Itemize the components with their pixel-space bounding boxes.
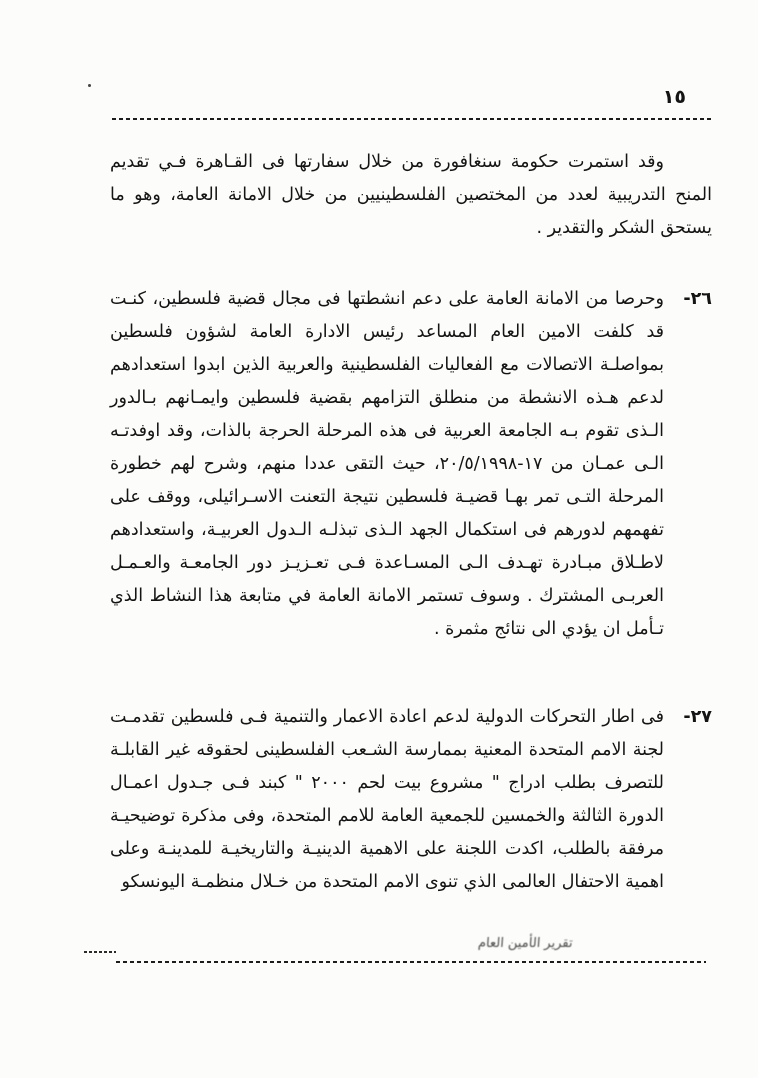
numbered-paragraph-26 xyxy=(110,283,712,646)
paragraph-27-marker: ٢٧- xyxy=(683,707,712,727)
bottom-divider xyxy=(116,961,706,963)
intro-paragraph: وقد استمرت حكومة سنغافورة من خلال سفارتها فى القـاهرة فـي تقديم المنح التدريبية لعدد من المختصين الفلسطينيين من خلال الامانة العامة، وهو ما يستحق الشكر والتقدير . xyxy=(110,152,712,238)
footer-stamp-text: تقرير الأمين العام xyxy=(477,936,574,951)
paragraph-26-text: وحرصا من الامانة العامة على دعم انشطتها فى مجال قضية فلسطين، كنـت قد كلفت الامين العام المساعد رئيس الادارة العامة لشؤون فلسطين بمواصلـة الاتصالات مع الفعاليات الفلسطينية والعربية الذين ابدوا استعدادهم لدعم هـذه الانشطة من منطلق التزامهم بقضية فلسطين وايمـانهم بـالدور الـذى تقوم بـه الجامعة العربية فى هذه المرحلة الحرجة بالذات، وقد اوفدتـه الـى عمـان من ١٧-٢٠/٥/١٩٩٨، حيث التقى عددا منهم، وشرح لهم خطورة المرحلة التـى تمر بهـا قضيـة فلسطين نتيجة التعنت الاسـرائيلى، ووقف على تفهمهم لدورهم فى استكمال الجهد الـذى تبذلـه الـدول العربيـة، واستعدادهم لاطـلاق مبـادرة تهـدف الـى المسـاعدة فـى تعـزيـز دور الجامعـة والعـمـل العربـى المشترك . وسوف تستمر الامانة العامة في متابعة هذا النشاط الذي تـأمل ان يؤدي الى نتائج مثمرة . xyxy=(110,289,664,639)
numbered-paragraph-27 xyxy=(110,701,712,899)
top-divider xyxy=(112,118,714,120)
page-number: ١٥ xyxy=(662,86,686,108)
paragraph-26-marker: ٢٦- xyxy=(683,289,712,309)
scan-speck xyxy=(88,84,91,87)
paragraph-27-text: فى اطار التحركات الدولية لدعم اعادة الاعمار والتنمية فـى فلسطين تقدمـت لجنة الامم المتحدة المعنية بممارسة الشـعب الفلسطينى لحقوقه غير القابلـة للتصرف بطلب ادراج " مشروع بيت لحم ٢٠٠٠ " كبند فـى جـدول اعمـال الدورة الثالثة والخمسين للجمعية العامة للامم المتحدة، وفى مذكرة توضيحيـة مرفقة بالطلب، اكدت اللجنة على الاهمية الدينيـة والتاريخيـة للمدينـة وعلى اهمية الاحتفال العالمى الذي تنوى الامم المتحدة من خـلال منظمـة اليونسكو xyxy=(110,707,664,892)
footer-left-dash xyxy=(84,951,116,953)
document-body xyxy=(110,146,712,899)
